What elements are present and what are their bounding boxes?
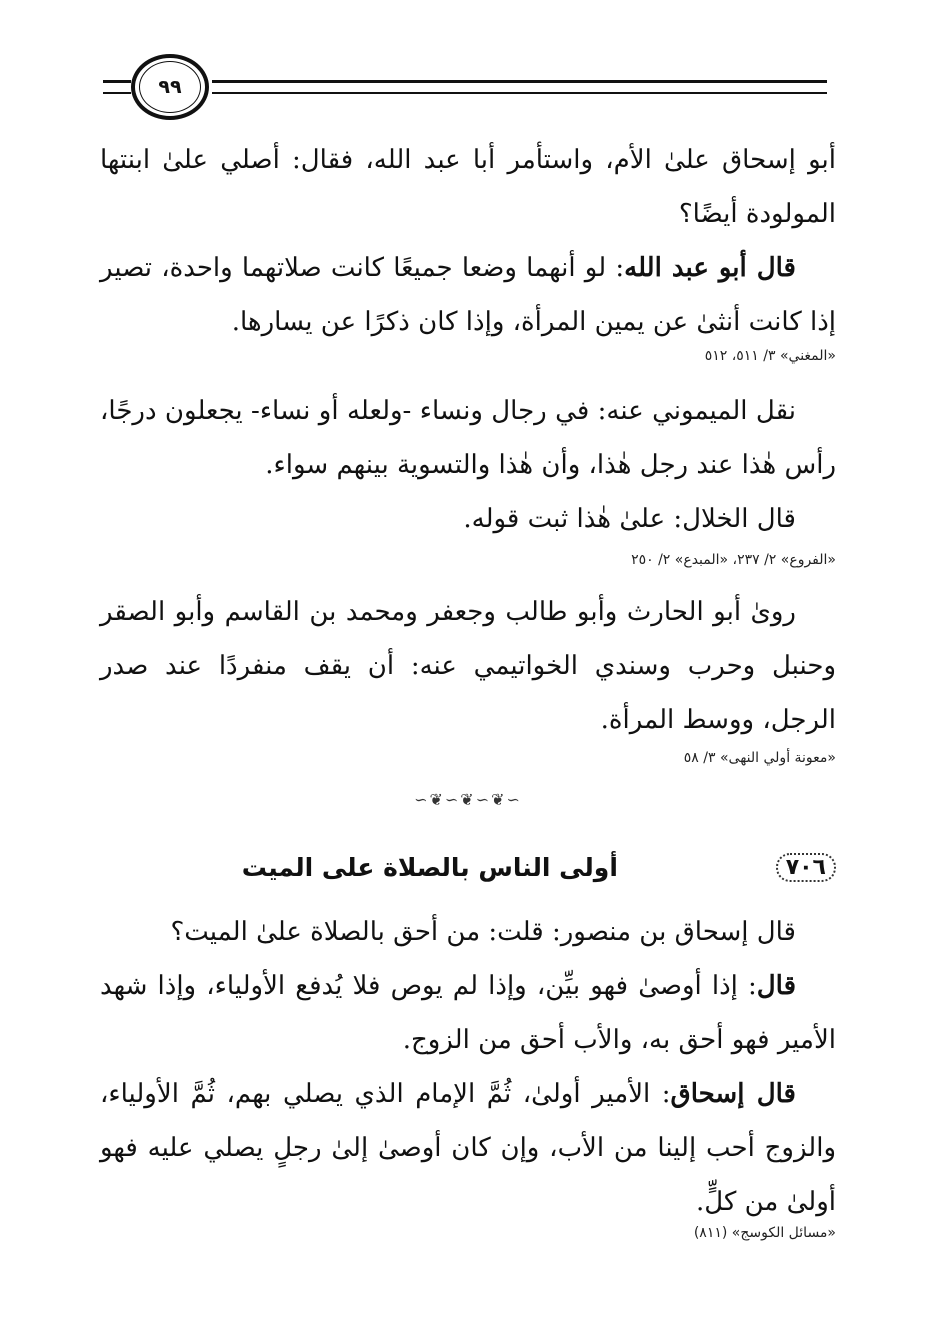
header-rule [212, 92, 827, 94]
header-rule [103, 80, 131, 83]
speaker-label: قال أبو عبد الله [624, 253, 796, 283]
source-reference: «مسائل الكوسج» (٨١١) [693, 1225, 836, 1241]
source-reference: «المغني» ٣/ ٥١١، ٥١٢ [704, 348, 836, 364]
text-block-1 [100, 133, 836, 349]
section-number: ٧٠٦ [776, 853, 836, 882]
text-block-4 [100, 905, 836, 1229]
header-rule [212, 80, 827, 83]
header-rule [103, 92, 131, 94]
paragraph [100, 241, 836, 349]
section-title: أولى الناس بالصلاة على الميت [241, 853, 618, 882]
paragraph-text: : إذا أوصىٰ فهو بيِّن، وإذا لم يوص فلا يُدفع الأولياء، وإذا شهد الأمير فهو أحق به، والأب أحق من الزوج. [100, 971, 836, 1055]
paragraph-text: : لو أنهما وضعا جميعًا كانت صلاتهما واحدة، تصير إذا كانت أنثىٰ عن يمين المرأة، وإذا كان ذكرًا عن يسارها. [100, 253, 836, 337]
paragraph [100, 1067, 836, 1229]
speaker-label: قال إسحاق [670, 1079, 796, 1109]
page-header [0, 0, 936, 140]
paragraph: قال إسحاق بن منصور: قلت: من أحق بالصلاة علىٰ الميت؟ [170, 917, 796, 947]
text-block-3 [100, 585, 836, 747]
source-reference: «معونة أولي النهى» ٣/ ٥٨ [683, 750, 836, 766]
page-number: ٩٩ [158, 76, 182, 98]
paragraph-text: : الأمير أولىٰ، ثُمَّ الإمام الذي يصلي بهم، ثُمَّ الأولياء، والزوج أحب إلينا من الأب، وإن كان أوصىٰ إلىٰ رجلٍ يصلي عليه فهو أولىٰ من كلٍّ. [100, 1079, 836, 1217]
section-divider-ornament: ∽❦∽❦∽❦∽ [414, 790, 522, 809]
paragraph: رویٰ أبو الحارث وأبو طالب وجعفر ومحمد بن القاسم وأبو الصقر وحنبل وحرب وسندي الخواتيمي عنه: أن يقف منفردًا عند صدر الرجل، ووسط المرأة. [100, 597, 836, 735]
paragraph: أبو إسحاق علىٰ الأم، واستأمر أبا عبد الله، فقال: أصلي علىٰ ابنتها المولودة أيضًا؟ [100, 145, 836, 229]
text-block-2 [100, 384, 836, 546]
speaker-label: قال [756, 971, 796, 1001]
source-reference: «الفروع» ٢/ ٢٣٧، «المبدع» ٢/ ٢٥٠ [631, 552, 836, 568]
paragraph: قال الخلال: علىٰ هٰذا ثبت قوله. [463, 504, 796, 534]
paragraph: نقل الميموني عنه: في رجال ونساء -ولعله أو نساء- يجعلون درجًا، رأس هٰذا عند رجل هٰذا، وأن هٰذا والتسوية بينهم سواء. [100, 396, 836, 480]
section-heading [100, 853, 836, 882]
page-number-inner-frame [139, 61, 201, 113]
paragraph [100, 959, 836, 1067]
